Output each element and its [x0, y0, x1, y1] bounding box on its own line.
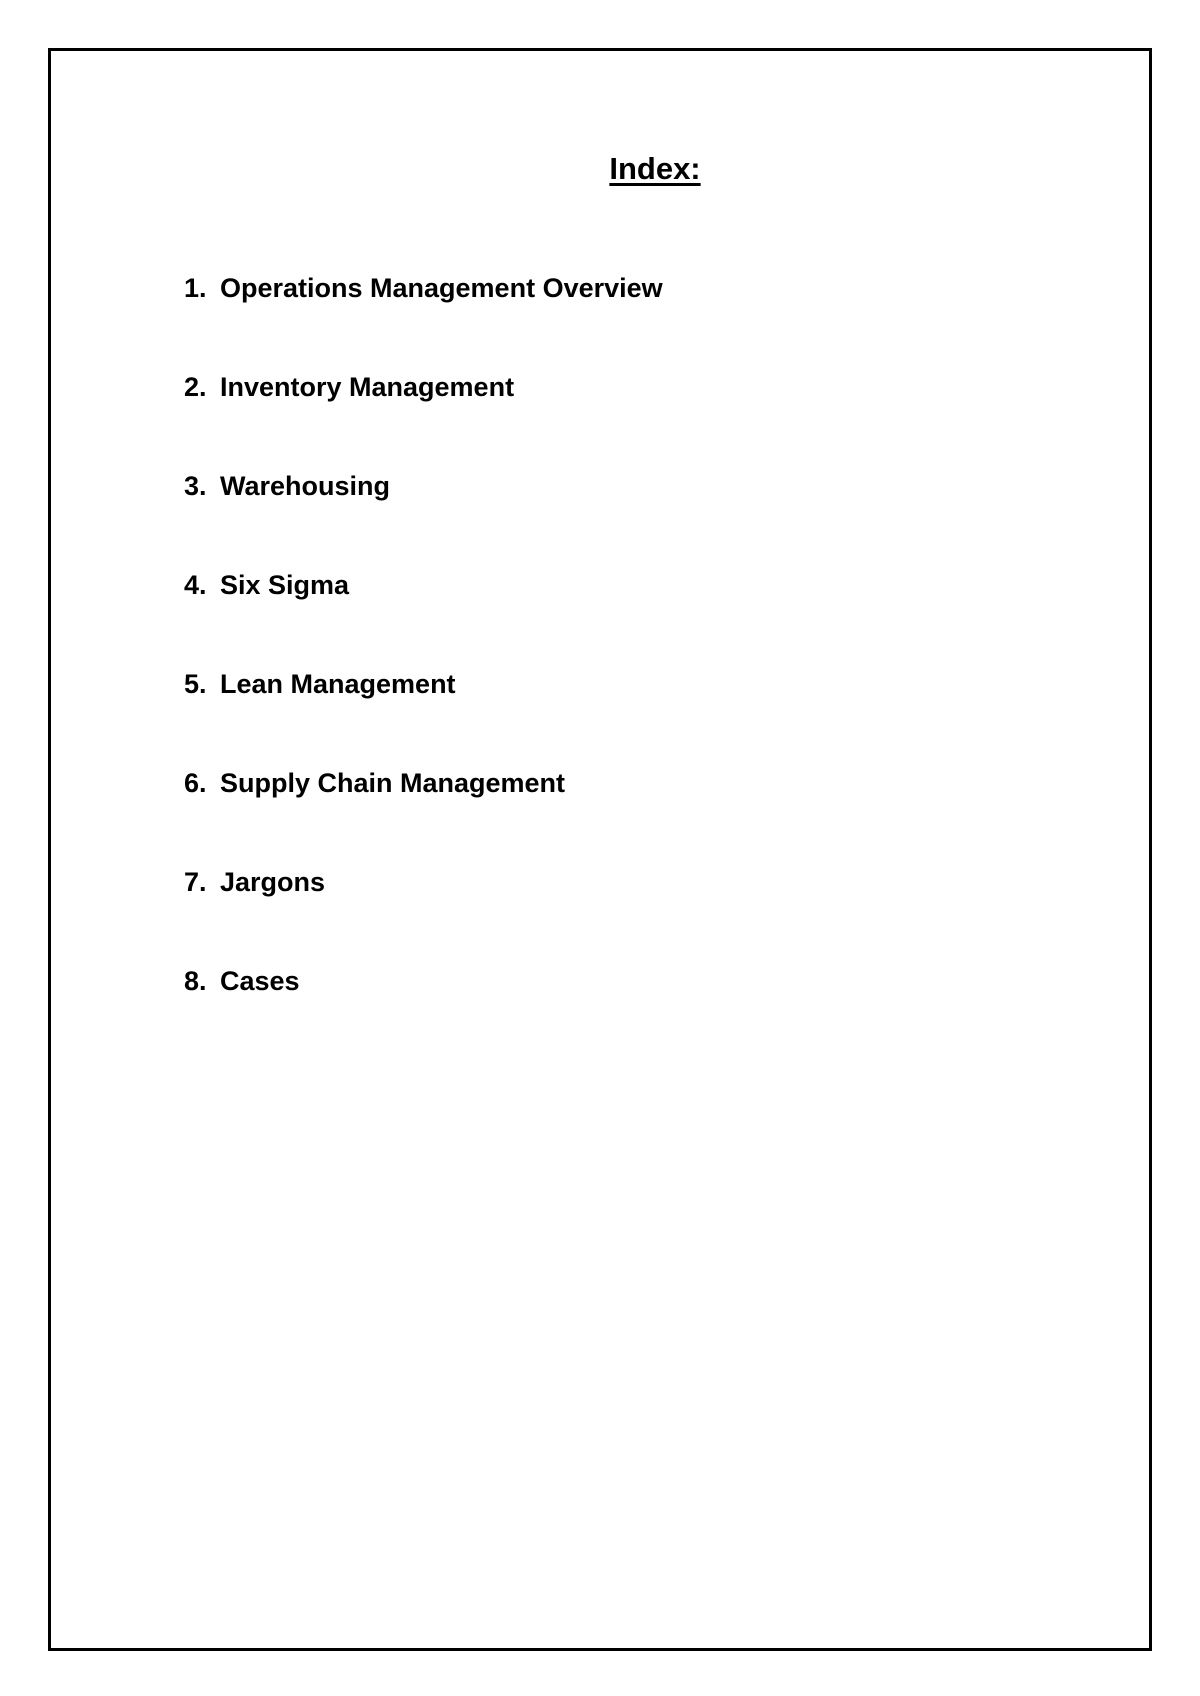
index-item-label: Inventory Management — [220, 372, 515, 402]
index-item-label: Supply Chain Management — [220, 768, 566, 798]
index-item-number: 8. — [184, 966, 207, 996]
index-item-label: Cases — [220, 966, 300, 996]
index-item — [184, 270, 663, 369]
index-item — [184, 369, 663, 468]
index-item — [184, 666, 663, 765]
index-item-number: 6. — [184, 768, 207, 798]
index-item — [184, 468, 663, 567]
index-item-label: Six Sigma — [220, 570, 350, 600]
index-item — [184, 765, 663, 864]
index-item-number: 1. — [184, 273, 207, 303]
index-item-number: 4. — [184, 570, 207, 600]
index-item-number: 3. — [184, 471, 207, 501]
index-item — [184, 963, 663, 1062]
page-frame — [48, 48, 1152, 1651]
index-title: Index: — [609, 151, 701, 186]
index-item-label: Warehousing — [220, 471, 391, 501]
index-item-number: 7. — [184, 867, 207, 897]
index-item-number: 2. — [184, 372, 207, 402]
index-item-label: Operations Management Overview — [220, 273, 663, 303]
index-item-label: Jargons — [220, 867, 326, 897]
index-item — [184, 567, 663, 666]
index-item — [184, 864, 663, 963]
index-list — [184, 270, 663, 1062]
index-item-label: Lean Management — [220, 669, 456, 699]
index-item-number: 5. — [184, 669, 207, 699]
